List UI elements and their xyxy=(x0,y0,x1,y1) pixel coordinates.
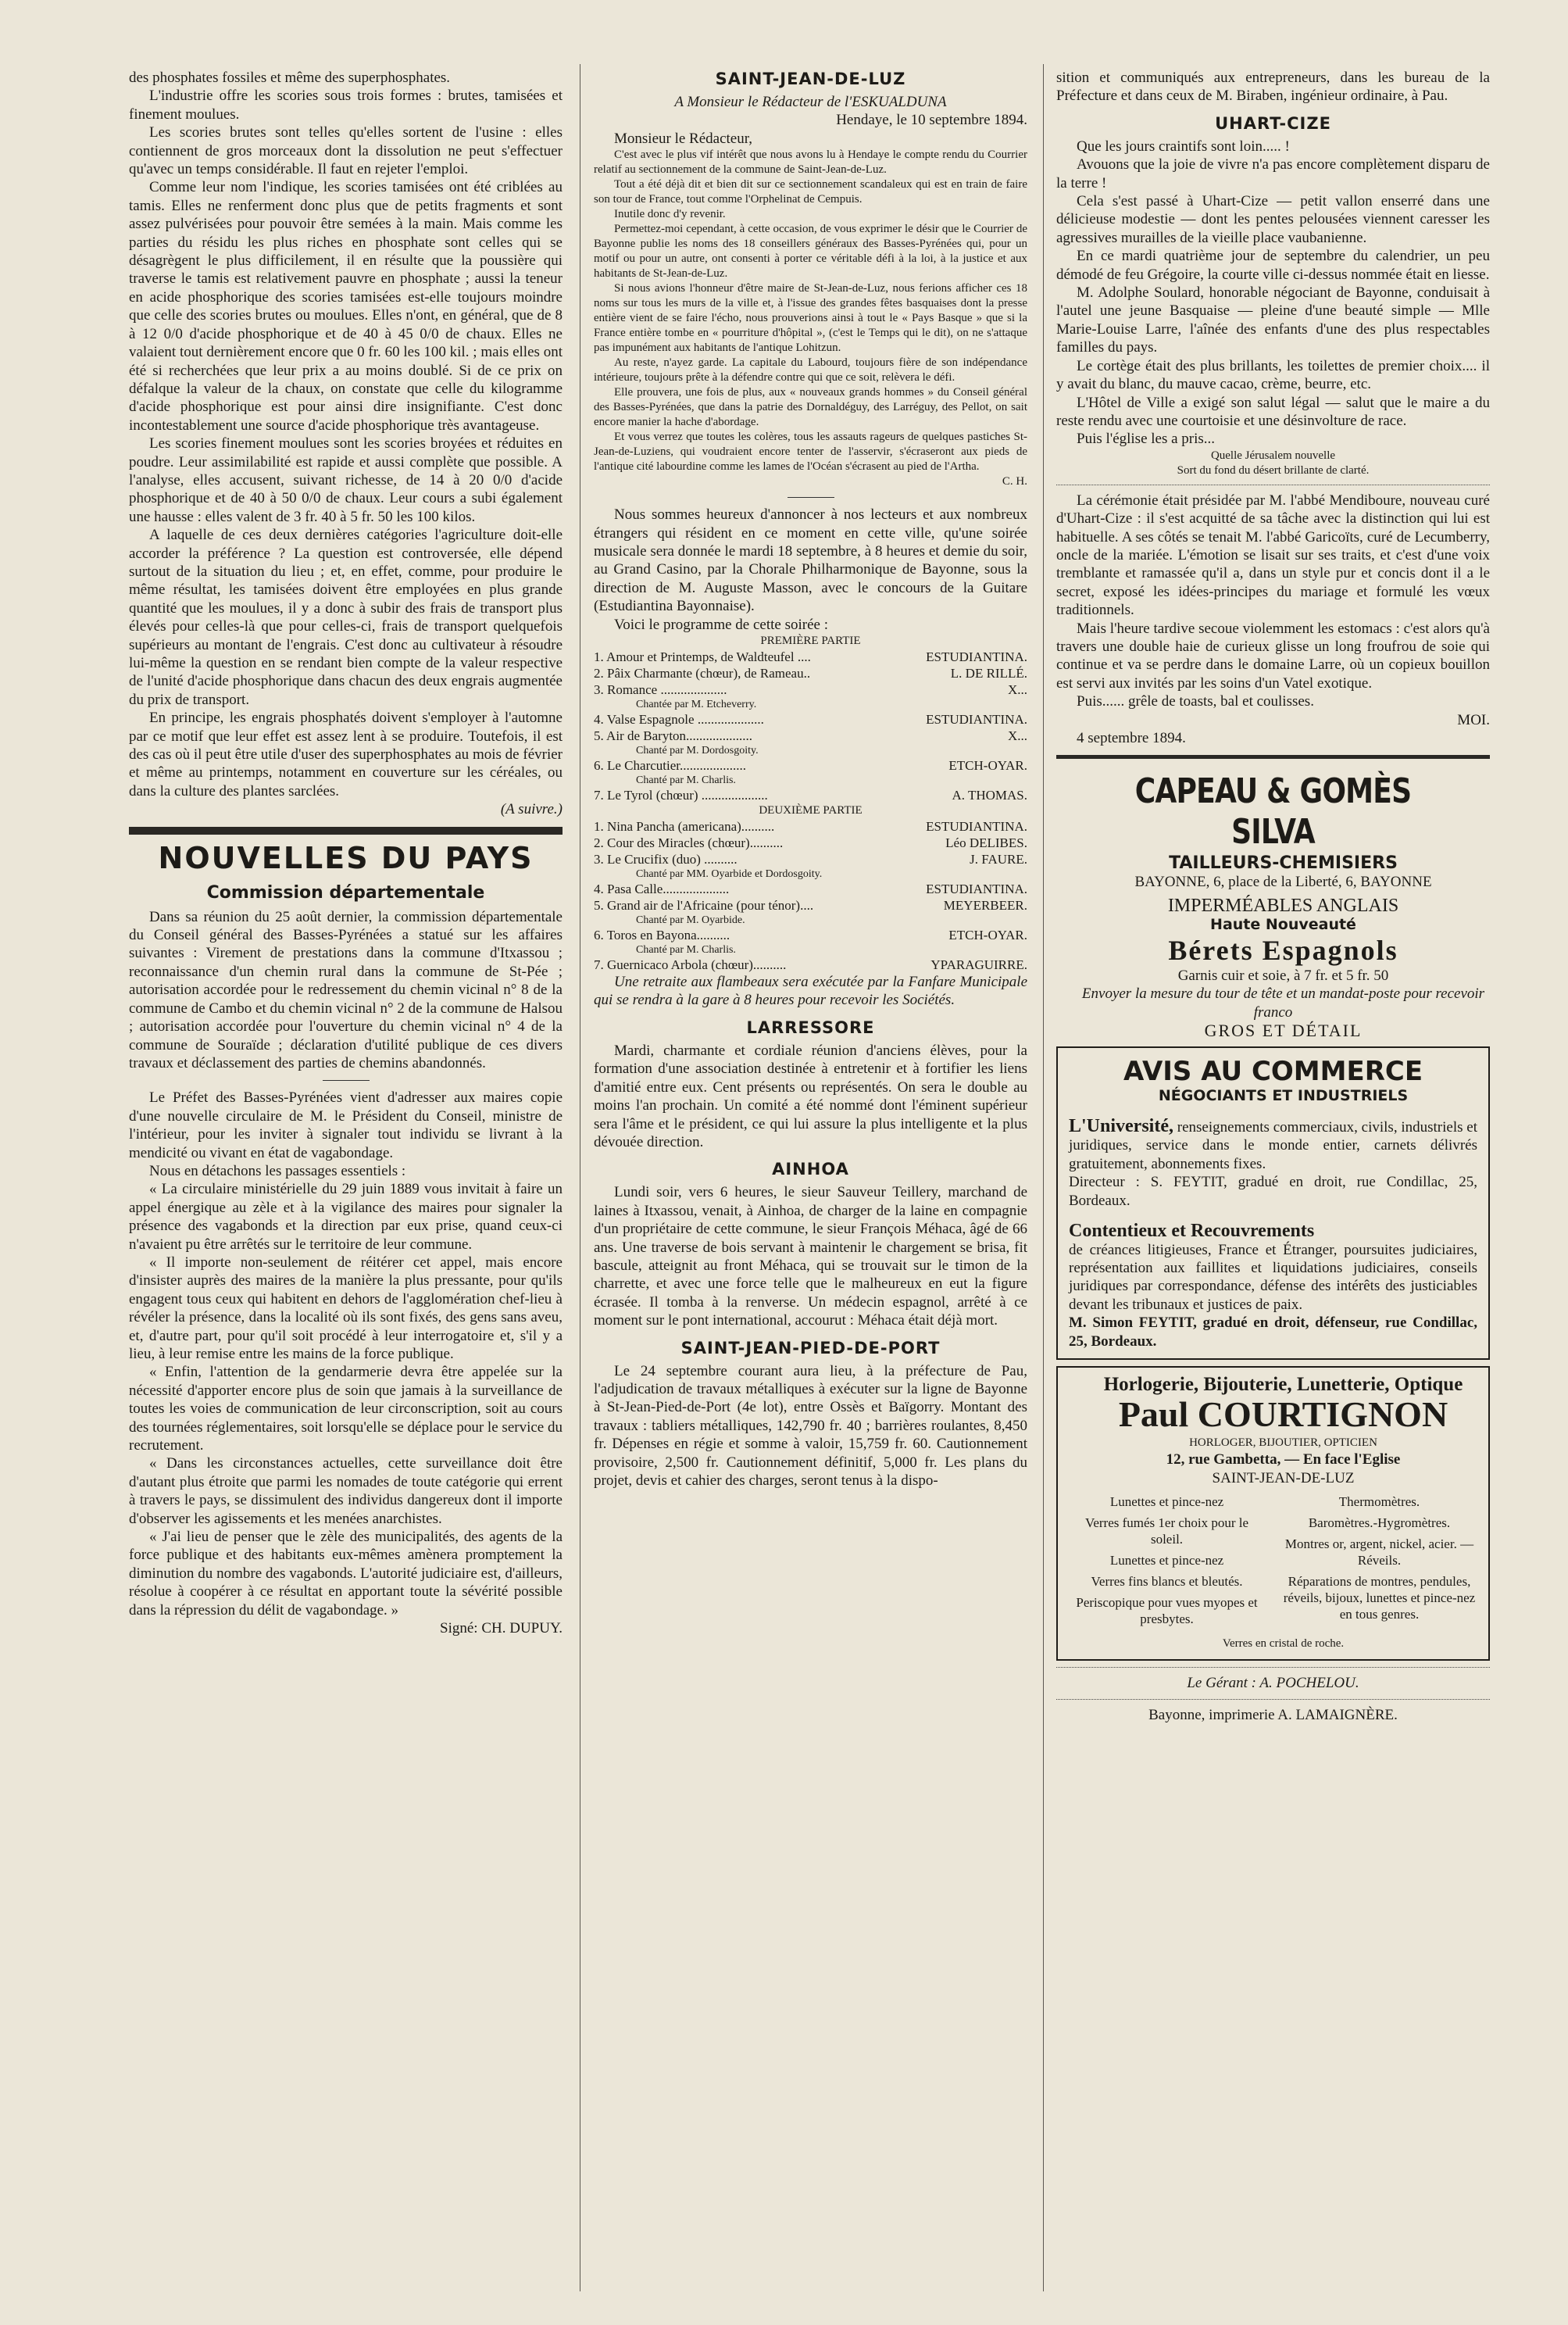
ad-headline: CAPEAU & GOMÈS SILVA xyxy=(1134,771,1412,853)
to-be-continued: (A suivre.) xyxy=(500,801,563,818)
ad-list-item: Lunettes et pince-nez xyxy=(1109,1553,1224,1568)
program-performer: ESTUDIANTINA. xyxy=(926,712,1027,728)
signature: MOI. xyxy=(1457,711,1490,728)
program-note: Chanté par MM. Oyarbide et Dordosgoity. xyxy=(636,868,823,881)
ad-list-item: Periscopique pour vues myopes et presbytes. xyxy=(1076,1595,1258,1627)
paragraph: C'est avec le plus vif intérêt que nous avons lu à Hendaye le compte rendu du Courrier relatif au sectionnement de la commune de Saint-Jean-de-Luz. xyxy=(594,148,1027,177)
paragraph: Puis...... grêle de toasts, bal et coulisses. xyxy=(1077,693,1314,710)
verse-line: Sort du fond du désert brillante de clarté. xyxy=(1177,463,1370,477)
program-note: Chanté par M. Charlis. xyxy=(636,944,736,957)
ad-line: GROS ET DÉTAIL xyxy=(1204,1021,1363,1041)
paragraph: L'industrie offre les scories sous trois formes : brutes, tamisées et finement moulues. xyxy=(129,88,563,123)
column-rule xyxy=(1043,64,1044,2291)
ad-line: SAINT-JEAN-DE-LUZ xyxy=(1212,1469,1355,1486)
ad-line: Garnis cuir et soie, à 7 fr. et 5 fr. 50 xyxy=(1177,968,1389,985)
ad-two-columns xyxy=(1069,1493,1477,1632)
program-item xyxy=(594,881,1027,897)
paragraph: Les scories brutes sont telles qu'elles sortent de l'usine : elles contiennent de gros morceaux dont la dissolution ne peut s'effectuer qu'avec un temps considérable. Il faut en rejeter l'emploi. xyxy=(129,124,563,178)
paragraph: Nous en détachons les passages essentiels : xyxy=(149,1162,406,1179)
ad-list-item: Réparations de montres, pendules, réveils, bijoux, lunettes et pince-nez en tous genres. xyxy=(1283,1574,1476,1622)
program-title: 6. Le Charcutier.................... xyxy=(594,758,746,774)
ad-capeau xyxy=(1056,771,1490,1039)
paragraph: Avouons que la joie de vivre n'a pas encore complètement disparu de la terre ! xyxy=(1056,156,1490,191)
program-note: Chanté par M. Charlis. xyxy=(636,774,736,787)
paragraph: A laquelle de ces deux dernières catégories l'agriculture doit-elle accorder la préférence ? La question est controversée, elle dépend surtout de la situation du lieu ; et, en effet, comme, pour produire le même résultat, les tamisées doivent être employées en plus grande quantité que les moulues, il y a donc à subir des frais de transport plus élevés pour celles-là que pour celles-ci, frais de transport quelquefois supérieurs au montant de l'engrais. C'est donc au cultivateur à résoudre lui-même la question en se rendant bien compte de la valeur respective de l'unité d'acide phosphorique dans chacun des deux engrais augmentée du prix de transport. xyxy=(129,527,563,708)
paragraph: Tout a été déjà dit et bien dit sur ce sectionnement scandaleux qui est en train de faire son tour de France, tout comme l'Orphelinat de Cempuis. xyxy=(594,178,1027,206)
paragraph: Nous sommes heureux d'annoncer à nos lecteurs et aux nombreux étrangers qui résident en ce moment en cette ville, qu'une soirée musicale sera donnée le mardi 18 septembre, à 8 heures et demie du soir, au Grand Casino, par la Chorale Philharmonique de Bayonne, sous la direction de M. Auguste Masson, avec le concours de la Guitare (Estudiantina Bayonnaise). xyxy=(594,506,1027,615)
ad-text: Directeur : S. FEYTIT, gradué en droit, rue Condillac, 25, Bordeaux. xyxy=(1069,1174,1477,1209)
program-item xyxy=(594,927,1027,943)
paragraph: Que les jours craintifs sont loin..... ! xyxy=(1077,138,1290,155)
program-title: 2. Pâix Charmante (chœur), de Rameau.. xyxy=(594,666,811,681)
salutation: Monsieur le Rédacteur, xyxy=(614,130,753,147)
program-item xyxy=(594,787,1027,803)
dateline: Hendaye, le 10 septembre 1894. xyxy=(836,112,1027,129)
program-title: 1. Amour et Printemps, de Waldteufel .... xyxy=(594,649,811,665)
ad-list-item: Lunettes et pince-nez xyxy=(1109,1494,1224,1510)
paragraph: Et vous verrez que toutes les colères, tous les assauts rageurs de quelques pastiches St-Jean-de-Luziens, qui voudraient encore tenter de l'asservir, s'écraseront aux pieds de l'antique cité labourdine comme les lames de l'Océan s'écrasent au pied de l'Artha. xyxy=(594,431,1027,474)
paragraph: Les scories finement moulues sont les scories broyées et réduites en poudre. Leur assimilabilité est rapide et aussi complète que possible. A l'analyse, elles accusent, suivant richesse, de 14 à 20 0/0 d'acide phosphorique et de 40 à 50 0/0 de chaux. Leur cours a subi également une hausse : elles valent de 3 fr. 40 à 5 fr. 50 les 100 kilos. xyxy=(129,435,563,525)
paragraph: Puis l'église les a pris... xyxy=(1077,431,1216,448)
paragraph: « Dans les circonstances actuelles, cette surveillance doit être d'autant plus étroite que parmi les nomades de toute catégorie qui errent à travers le pays, se dissimulent des individus dangereux dont il importe d'observer les agissements et les menées anarchistes. xyxy=(129,1455,563,1527)
paragraph: « La circulaire ministérielle du 29 juin 1889 vous invitait à faire un appel énergique au zèle et à la vigilance des maires pour signaler la présence des vagabonds et la direction par eux prise, quand ceux-ci n'avaient pu être arrêtés sur le territoire de leur commune. xyxy=(129,1181,563,1253)
paragraph: « Enfin, l'attention de la gendarmerie devra être appelée sur la nécessité d'apporter encore plus de soin que jamais à la surveillance de toutes les voies de communication de leur circonscription, soit au cours des tournées réglementaires, soit lorsqu'elle se déplace pour le service du recrutement. xyxy=(129,1364,563,1454)
program-note: Chanté par M. Dordosgoity. xyxy=(636,745,759,757)
paragraph: Inutile donc d'y revenir. xyxy=(614,208,726,221)
paragraph: En ce mardi quatrième jour de septembre du calendrier, un peu démodé de feu Grégoire, la courte ville ci-dessus nommée était en liesse. xyxy=(1056,248,1490,283)
ad-headline: AVIS AU COMMERCE xyxy=(1123,1055,1423,1087)
program-title: 7. Le Tyrol (chœur) .................... xyxy=(594,788,768,803)
verse-line: Quelle Jérusalem nouvelle xyxy=(1210,449,1336,462)
dateline: 4 septembre 1894. xyxy=(1077,730,1186,746)
ad-text: de créances litigieuses, France et Étranger, poursuites judiciaires, représentation aux faillites et liquidations judiciaires, conseils juridiques par correspondance, défense des intérêts des justiciables devant les tribunaux et justices de paix. xyxy=(1069,1241,1477,1313)
ad-list-item: Verres fumés 1er choix pour le soleil. xyxy=(1084,1515,1249,1547)
article-title: SAINT-JEAN-DE-LUZ xyxy=(715,70,906,88)
program-item xyxy=(594,649,1027,665)
program-item xyxy=(594,757,1027,774)
article-title: UHART-CIZE xyxy=(1215,113,1331,133)
paragraph: Une retraite aux flambeaux sera exécutée par la Fanfare Municipale qui se rendra à la gare à 8 heures pour recevoir les Sociétés. xyxy=(594,974,1027,1009)
paragraph: Voici le programme de cette soirée : xyxy=(614,616,828,633)
ad-headline: Paul COURTIGNON xyxy=(1118,1394,1448,1435)
program-performer: ETCH-OYAR. xyxy=(948,758,1027,774)
signature: Signé: CH. DUPUY. xyxy=(440,1620,563,1637)
gerant: Le Gérant : A. POCHELOU. xyxy=(1187,1675,1359,1692)
dedication: A Monsieur le Rédacteur de l'ESKUALDUNA xyxy=(674,94,947,110)
program-performer: Léo DELIBES. xyxy=(945,835,1027,851)
program-performer: YPARAGUIRRE. xyxy=(930,957,1027,973)
ad-line: HORLOGER, BIJOUTIER, OPTICIEN xyxy=(1189,1436,1377,1450)
divider xyxy=(788,497,834,498)
program-item xyxy=(594,711,1027,728)
section-title: NOUVELLES DU PAYS xyxy=(158,840,534,875)
program-performer: L. DE RILLÉ. xyxy=(950,666,1027,681)
dotted-rule xyxy=(1056,1699,1490,1700)
program-performer: X... xyxy=(1007,682,1027,698)
section-rule xyxy=(129,827,563,835)
program-title: 5. Air de Baryton.................... xyxy=(594,728,753,744)
dotted-rule xyxy=(1056,1667,1490,1668)
program-list xyxy=(594,818,1027,973)
program-performer: X... xyxy=(1007,728,1027,744)
ad-line: IMPERMÉABLES ANGLAIS xyxy=(1167,896,1399,917)
program-performer: ESTUDIANTINA. xyxy=(926,649,1027,665)
ad-text xyxy=(1069,1118,1477,1173)
program-title: 4. Valse Espagnole .................... xyxy=(594,712,764,728)
ad-name: Contentieux et Recouvrements xyxy=(1069,1221,1315,1242)
ad-list-item: Verres fins blancs et bleutés. xyxy=(1091,1574,1243,1590)
program-title: 2. Cour des Miracles (chœur).......... xyxy=(594,835,784,851)
article-title: Commission départementale xyxy=(206,882,485,903)
paragraph: L'Hôtel de Ville a exigé son salut légal — salut que le maire a du reste rendu avec une courtoisie et une désinvolture de race. xyxy=(1056,394,1490,429)
program-item xyxy=(594,681,1027,698)
program-performer: J. FAURE. xyxy=(970,852,1027,867)
ad-text: M. Simon FEYTIT, gradué en droit, défenseur, rue Condillac, 25, Bordeaux. xyxy=(1069,1315,1477,1350)
ad-line: Horlogerie, Bijouterie, Lunetterie, Optique xyxy=(1103,1373,1463,1395)
program-title: 1. Nina Pancha (americana).......... xyxy=(594,819,775,835)
program-item xyxy=(594,818,1027,835)
program-title: 4. Pasa Calle.................... xyxy=(594,882,730,897)
paragraph: Comme leur nom l'indique, les scories tamisées ont été criblées au tamis. Elles ne renferment donc plus que de petits fragments et sont assez pulvérisées pour pouvoir être semées à la main. Mais comme les parties du résidu les plus riches en phosphate sont celles qui se désagrègent le plus difficilement, il en résulte que la poussière qui traverse le tamis est relativement pauvre en phosphate ; aussi la teneur en acide phosphorique des scories tamisées est-elle toujours moindre que celle des scories brutes ou moulues. Elles n'ont, en général, que de 8 à 12 0/0 d'acide phosphorique et de 40 à 45 0/0 de chaux. Elles ne valaient tout dernièrement encore que 0 fr. 60 les 100 kil. ; mais elles ont été si recherchées que leur prix a au moins doublé. Si de ce prix on défalque la valeur de la chaux, on constate que celle du kilogramme d'acide phosphorique est pour ainsi dire insignifiante. C'est donc incontestablement une source d'acide phosphorique très avantageuse. xyxy=(129,179,563,434)
program-item xyxy=(594,851,1027,867)
program-title: 7. Guernicaco Arbola (chœur).......... xyxy=(594,957,787,973)
ad-line: Haute Nouveauté xyxy=(1210,915,1356,933)
paragraph: « Il importe non-seulement de réitérer cet appel, mais encore d'insister auprès des maires de la manière la plus pressante, pour qu'ils engagent tous ceux qui habitent en dehors de l'agglomération chef-lieu à révéler la présence, dans la localité où ils sont fixés, des gens sans aveu, et, d'autre part, pour qu'il soit procédé à leur interrogatoire et, s'il y a lieu, à leur remise entre les mains de la force publique. xyxy=(129,1254,563,1362)
ad-line: Verres en cristal de roche. xyxy=(1222,1637,1345,1651)
program-performer: ETCH-OYAR. xyxy=(948,928,1027,943)
ad-list-item: Baromètres.-Hygromètres. xyxy=(1308,1515,1451,1531)
ad-list-item: Thermomètres. xyxy=(1338,1494,1420,1510)
paragraph: Si nous avions l'honneur d'être maire de St-Jean-de-Luz, nous ferions afficher ces 18 noms sur tous les murs de la ville et, à l'issue des grandes fêtes basquaises dont la presse entière vient de se faire l'écho, nous prouverions ainsi à tout le « Pays Basque » que si la France entière tombe en « pourriture d'hôpital », (c'est le Temps qui le dit), on ne s'attaque pas impunément aux habitants de l'antique Lohitzun. xyxy=(594,282,1027,355)
ad-line: Bérets Espagnols xyxy=(1168,935,1398,967)
program-performer: ESTUDIANTINA. xyxy=(926,882,1027,897)
ad-left-list xyxy=(1069,1493,1265,1632)
ad-line: NÉGOCIANTS ET INDUSTRIELS xyxy=(1158,1086,1409,1104)
paragraph: « J'ai lieu de penser que le zèle des municipalités, des agents de la force publique et des habitants eux-mêmes amènera promptement la diminution du nombre des vagabonds. L'autorité judiciaire est, d'ailleurs, résolue à coopérer à ce résultat en apportant toute la sévérité possible dans la répression du délit de vagabondage. » xyxy=(129,1529,563,1619)
paragraph: Le 24 septembre courant aura lieu, à la préfecture de Pau, l'adjudication de travaux métalliques à exécuter sur la ligne de Bayonne à St-Jean-Pied-de-Port (4e lot), entre Ossès et Baïgorry. Montant des travaux : tabliers métalliques, 142,790 fr. 40 ; barrières roulantes, 8,450 fr. Dépenses en régie et somme à valoir, 15,759 fr. 60. Cautionnement provisoire, 2,500 fr. Cautionnement définitif, 5,000 fr. Les plans du projet, devis et cahier des charges, seront tenus à la dispo- xyxy=(594,1362,1027,1489)
article-title: LARRESSORE xyxy=(746,1018,875,1037)
article-title: AINHOA xyxy=(772,1160,849,1179)
ad-line: TAILLEURS-CHEMISIERS xyxy=(1169,853,1398,874)
program-title: 3. Romance .................... xyxy=(594,682,727,698)
program-item xyxy=(594,665,1027,681)
program-item xyxy=(594,897,1027,914)
program-item xyxy=(594,957,1027,973)
paragraph: sition et communiqués aux entrepreneurs, dans les bureau de la Préfecture et dans ceux de M. Biraben, ingénieur ordinaire, à Pau. xyxy=(1056,70,1490,105)
ad-line: Envoyer la mesure du tour de tête et un mandat-poste pour recevoir franco xyxy=(1081,985,1485,1021)
column-3 xyxy=(1056,69,1490,2280)
program-title: 5. Grand air de l'Africaine (pour ténor).... xyxy=(594,898,814,914)
paragraph: Permettez-moi cependant, à cette occasion, de vous exprimer le désir que le Courrier de Bayonne publie les noms des 18 conseillers généraux des Basses-Pyrénées qui, pour un motif ou pour un autre, ont consenti à porter ce véritable défi à la loi, à la justice et aux habitants de St-Jean-de-Luz. xyxy=(594,223,1027,281)
program-performer: ESTUDIANTINA. xyxy=(926,819,1027,835)
ad-courtignon xyxy=(1056,1366,1490,1661)
signature: C. H. xyxy=(1002,475,1027,488)
paragraph: Dans sa réunion du 25 août dernier, la commission départementale du Conseil général des Basses-Pyrénées a statué sur les affaires suivantes : Virement de prestations dans la commune d'Itxassou ; reconnaissance d'un chemin rural dans la commune de St-Pée ; autorisation accordée pour le redressement du chemin vicinal n° 8 de la commune de Cambo et du chemin vicinal n° 2 de la commune de Halsou ; autorisation accordée pour l'ouverture du chemin vicinal n° 4 de la commune de Souraïde ; déclaration d'utilité publique de ces divers travaux et déclassement des parties de chemins abandonnés. xyxy=(129,908,563,1071)
program-item xyxy=(594,835,1027,851)
program-note: Chanté par M. Oyarbide. xyxy=(636,914,745,927)
imprint: Bayonne, imprimerie A. LAMAIGNÈRE. xyxy=(1148,1706,1398,1723)
paragraph: Cela s'est passé à Uhart-Cize — petit vallon enserré dans une délicieuse modestie — dont les pentes pelousées viennent caresser les agressives murailles de la vieille place vaubanienne. xyxy=(1056,193,1490,246)
column-2 xyxy=(594,69,1027,2288)
paragraph: La cérémonie était présidée par M. l'abbé Mendiboure, nouveau curé d'Uhart-Cize : il s'est acquitté de sa tâche avec la distinction qui lui est habituelle. A ses côtés se tenait M. l'abbé Garicoïts, curé de Lecumberry, oncle de la mariée. L'émotion se lisait sur ses traits, et c'est d'une voix tremblante et ramassée qu'il a, dans un style pur et concis dont il a le secret, exposé les idées-principes du mariage et formulé les vœux traditionnels. xyxy=(1056,492,1490,619)
paragraph: Au reste, n'ayez garde. La capitale du Labourd, toujours fière de son indépendance intérieure, toujours prête à la défendre contre qui que ce soit, relèvera le défi. xyxy=(594,356,1027,385)
paragraph: M. Adolphe Soulard, honorable négociant de Bayonne, conduisait à l'autel une jeune Basquaise — pleine d'une beauté simple — Mlle Marie-Louise Larre, l'aînée des enfants d'une des plus respectables familles du pays. xyxy=(1056,284,1490,356)
program-performer: A. THOMAS. xyxy=(952,788,1027,803)
article-title: SAINT-JEAN-PIED-DE-PORT xyxy=(680,1338,941,1357)
program-note: Chantée par M. Etcheverry. xyxy=(636,699,757,711)
paragraph: Lundi soir, vers 6 heures, le sieur Sauveur Teillery, marchand de laines à Itxassou, venait, à Ainhoa, de charger de la laine en compagnie d'un propriétaire de cette commune, le sieur François Méhaca, âgé de 66 ans. Une traverse de bois servant à maintenir le chargement se brisa, fit bascule, atteignit au front Méhaca, qui se trouvait sur le timon de la charrette, et avec une force telle que le malheureux en eut la figure écrasée. Il tomba à la renverse. Un médecin espagnol, arrêté à ce moment sur le pont international, accourut : Méhaca était déjà mort. xyxy=(594,1184,1027,1329)
divider xyxy=(323,1080,370,1081)
paragraph: En principe, les engrais phosphatés doivent s'employer à l'automne par ce motif que leur effet est assez lent à se produire. Toutefois, il est des cas où il peut être utile d'user des superphosphates au mois de février et même au printemps, notamment en couverture sur les céréales, ou dans la culture des plantes sarclées. xyxy=(129,710,563,799)
paragraph: Le Préfet des Basses-Pyrénées vient d'adresser aux maires copie d'une nouvelle circulaire de M. le Président du Conseil, ministre de l'intérieur, pour les inviter à signaler tout individu se livrant à la mendicité ou vivant en état de vagabondage. xyxy=(129,1089,563,1161)
program-part-title: PREMIÈRE PARTIE xyxy=(760,635,861,648)
paragraph: Mardi, charmante et cordiale réunion d'anciens élèves, pour la formation d'une association destinée à entretenir et à fortifier les liens d'amitié entre eux. Cent présents ou représentés. On sera le double au moins l'an prochain. Un comité a été nommé dont l'éminent supérieur sera l'âme et le président, ce qui lui assure la plus intelligente et la plus dévouée direction. xyxy=(594,1042,1027,1150)
program-title: 6. Toros en Bayona.......... xyxy=(594,928,730,943)
paragraph: Le cortège était des plus brillants, les toilettes de premier choix.... il y avait du blanc, du mauve cacao, crème, beurre, etc. xyxy=(1056,357,1490,393)
ad-name: L'Université, xyxy=(1069,1116,1173,1137)
column-1 xyxy=(129,69,563,2280)
program-title: 3. Le Crucifix (duo) .......... xyxy=(594,852,738,867)
paragraph: Elle prouvera, une fois de plus, aux « nouveaux grands hommes » du Conseil général des Basses-Pyrénées, que dans la patrie des Dornaldéguy, des Larréguy, des Pellot, on sait encore manier la hache d'abordage. xyxy=(594,386,1027,429)
program-part-title: DEUXIÈME PARTIE xyxy=(759,804,863,817)
ad-list-item: Montres or, argent, nickel, acier. — Réveils. xyxy=(1284,1536,1474,1568)
program-performer: MEYERBEER. xyxy=(943,898,1027,914)
ad-avis xyxy=(1056,1046,1490,1360)
ad-line: BAYONNE, 6, place de la Liberté, 6, BAYONNE xyxy=(1134,873,1432,890)
program-list xyxy=(594,649,1027,803)
ad-line: 12, rue Gambetta, — En face l'Eglise xyxy=(1166,1451,1401,1468)
program-item xyxy=(594,728,1027,744)
paragraph: Mais l'heure tardive secoue violemment les estomacs : c'est alors qu'à travers une double haie de curieux glisse un long froufrou de soie qui continue et va se perdre dans le domaine Larre, où un copieux bouillon est servi aux invités par les soins d'un Vatel exotique. xyxy=(1056,620,1490,692)
section-rule xyxy=(1056,755,1490,759)
ad-text: renseignements commerciaux, civils, industriels et juridiques, service dans le monde entier, carnets délivrés gratuitement, abonnements fixes. xyxy=(1069,1119,1477,1172)
paragraph: des phosphates fossiles et même des superphosphates. xyxy=(129,70,451,86)
ad-right-list xyxy=(1281,1493,1477,1632)
